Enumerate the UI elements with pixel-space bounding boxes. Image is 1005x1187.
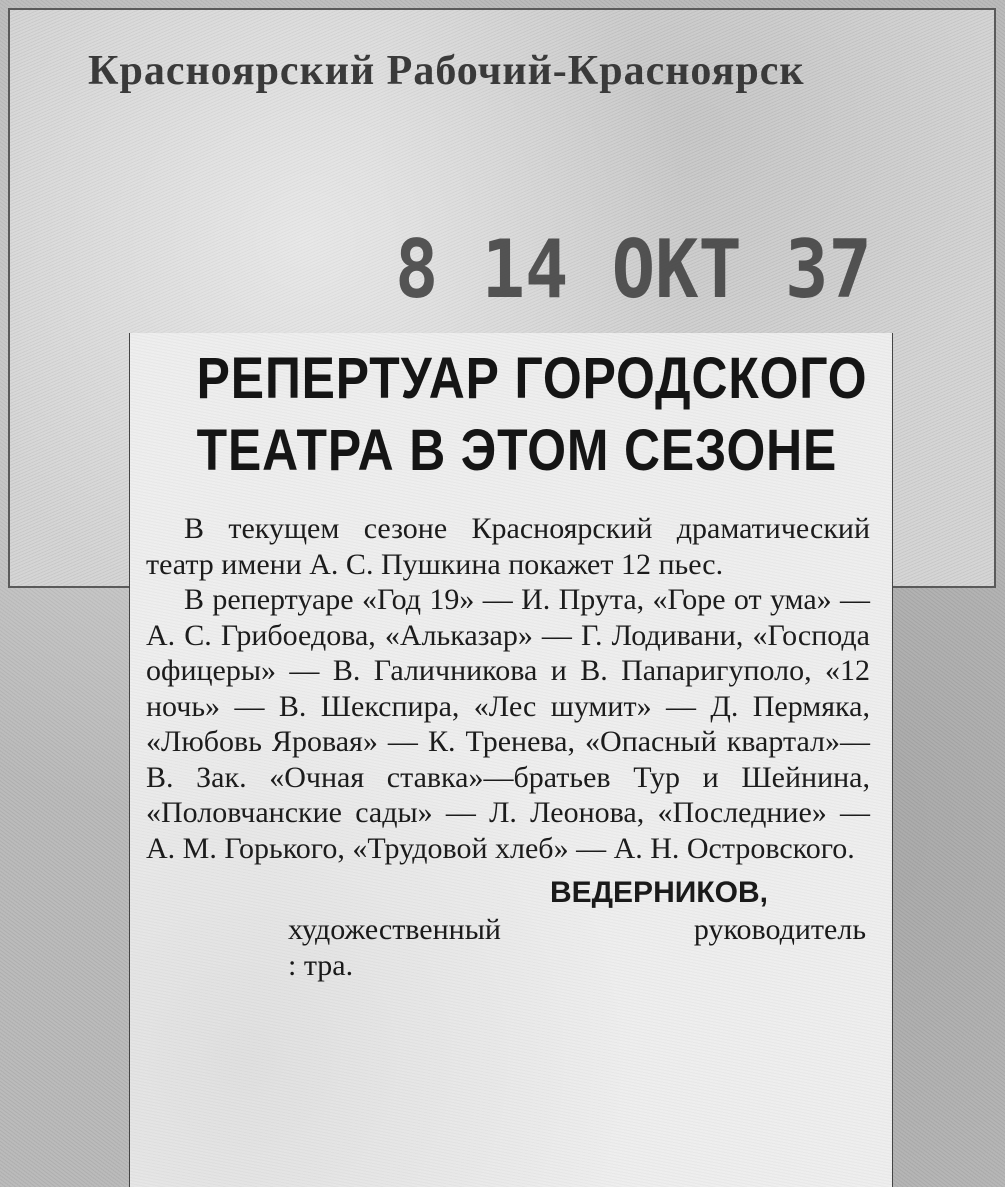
signature-block: [146, 874, 870, 984]
signature-role-continued: : тра.: [288, 949, 354, 982]
signature-name: ВЕДЕРНИКОВ,: [550, 876, 768, 909]
article-paragraph-2: В репертуаре «Год 19» — И. Прута, «Горе от ума» — А. С. Грибоедова, «Альказар» — Г. Лодивани, «Господа офицеры» — В. Галичникова и В. Папаригуполо, «12 ночь» — В. Шекспира, «Лес шумит» — Д. Пермяка, «Любовь Яровая» — К. Тренева, «Опасный квартал»—В. Зак. «Очная ставка»—братьев Тур и Шейнина, «Половчанские сады» — Л. Леонова, «Последние» — А. М. Горького, «Трудовой хлеб» — А. Н. Островского.: [146, 583, 870, 865]
source-stamp: Красноярский Рабочий-Красноярск: [88, 48, 805, 94]
article-paragraph-1: В текущем сезоне Красноярский драматический театр имени А. С. Пушкина покажет 12 пьес.: [146, 512, 870, 581]
article-body: [146, 511, 870, 866]
signature-role: художественный руководитель: [288, 913, 866, 946]
article-headline: [196, 343, 868, 487]
headline-line-2: ТЕАТРА В ЭТОМ СЕЗОНЕ: [196, 418, 838, 483]
headline-line-1: РЕПЕРТУАР ГОРОДСКОГО: [196, 346, 868, 411]
date-stamp: 8 14 ОКТ 37: [395, 223, 872, 316]
newspaper-clipping: [130, 333, 892, 1187]
